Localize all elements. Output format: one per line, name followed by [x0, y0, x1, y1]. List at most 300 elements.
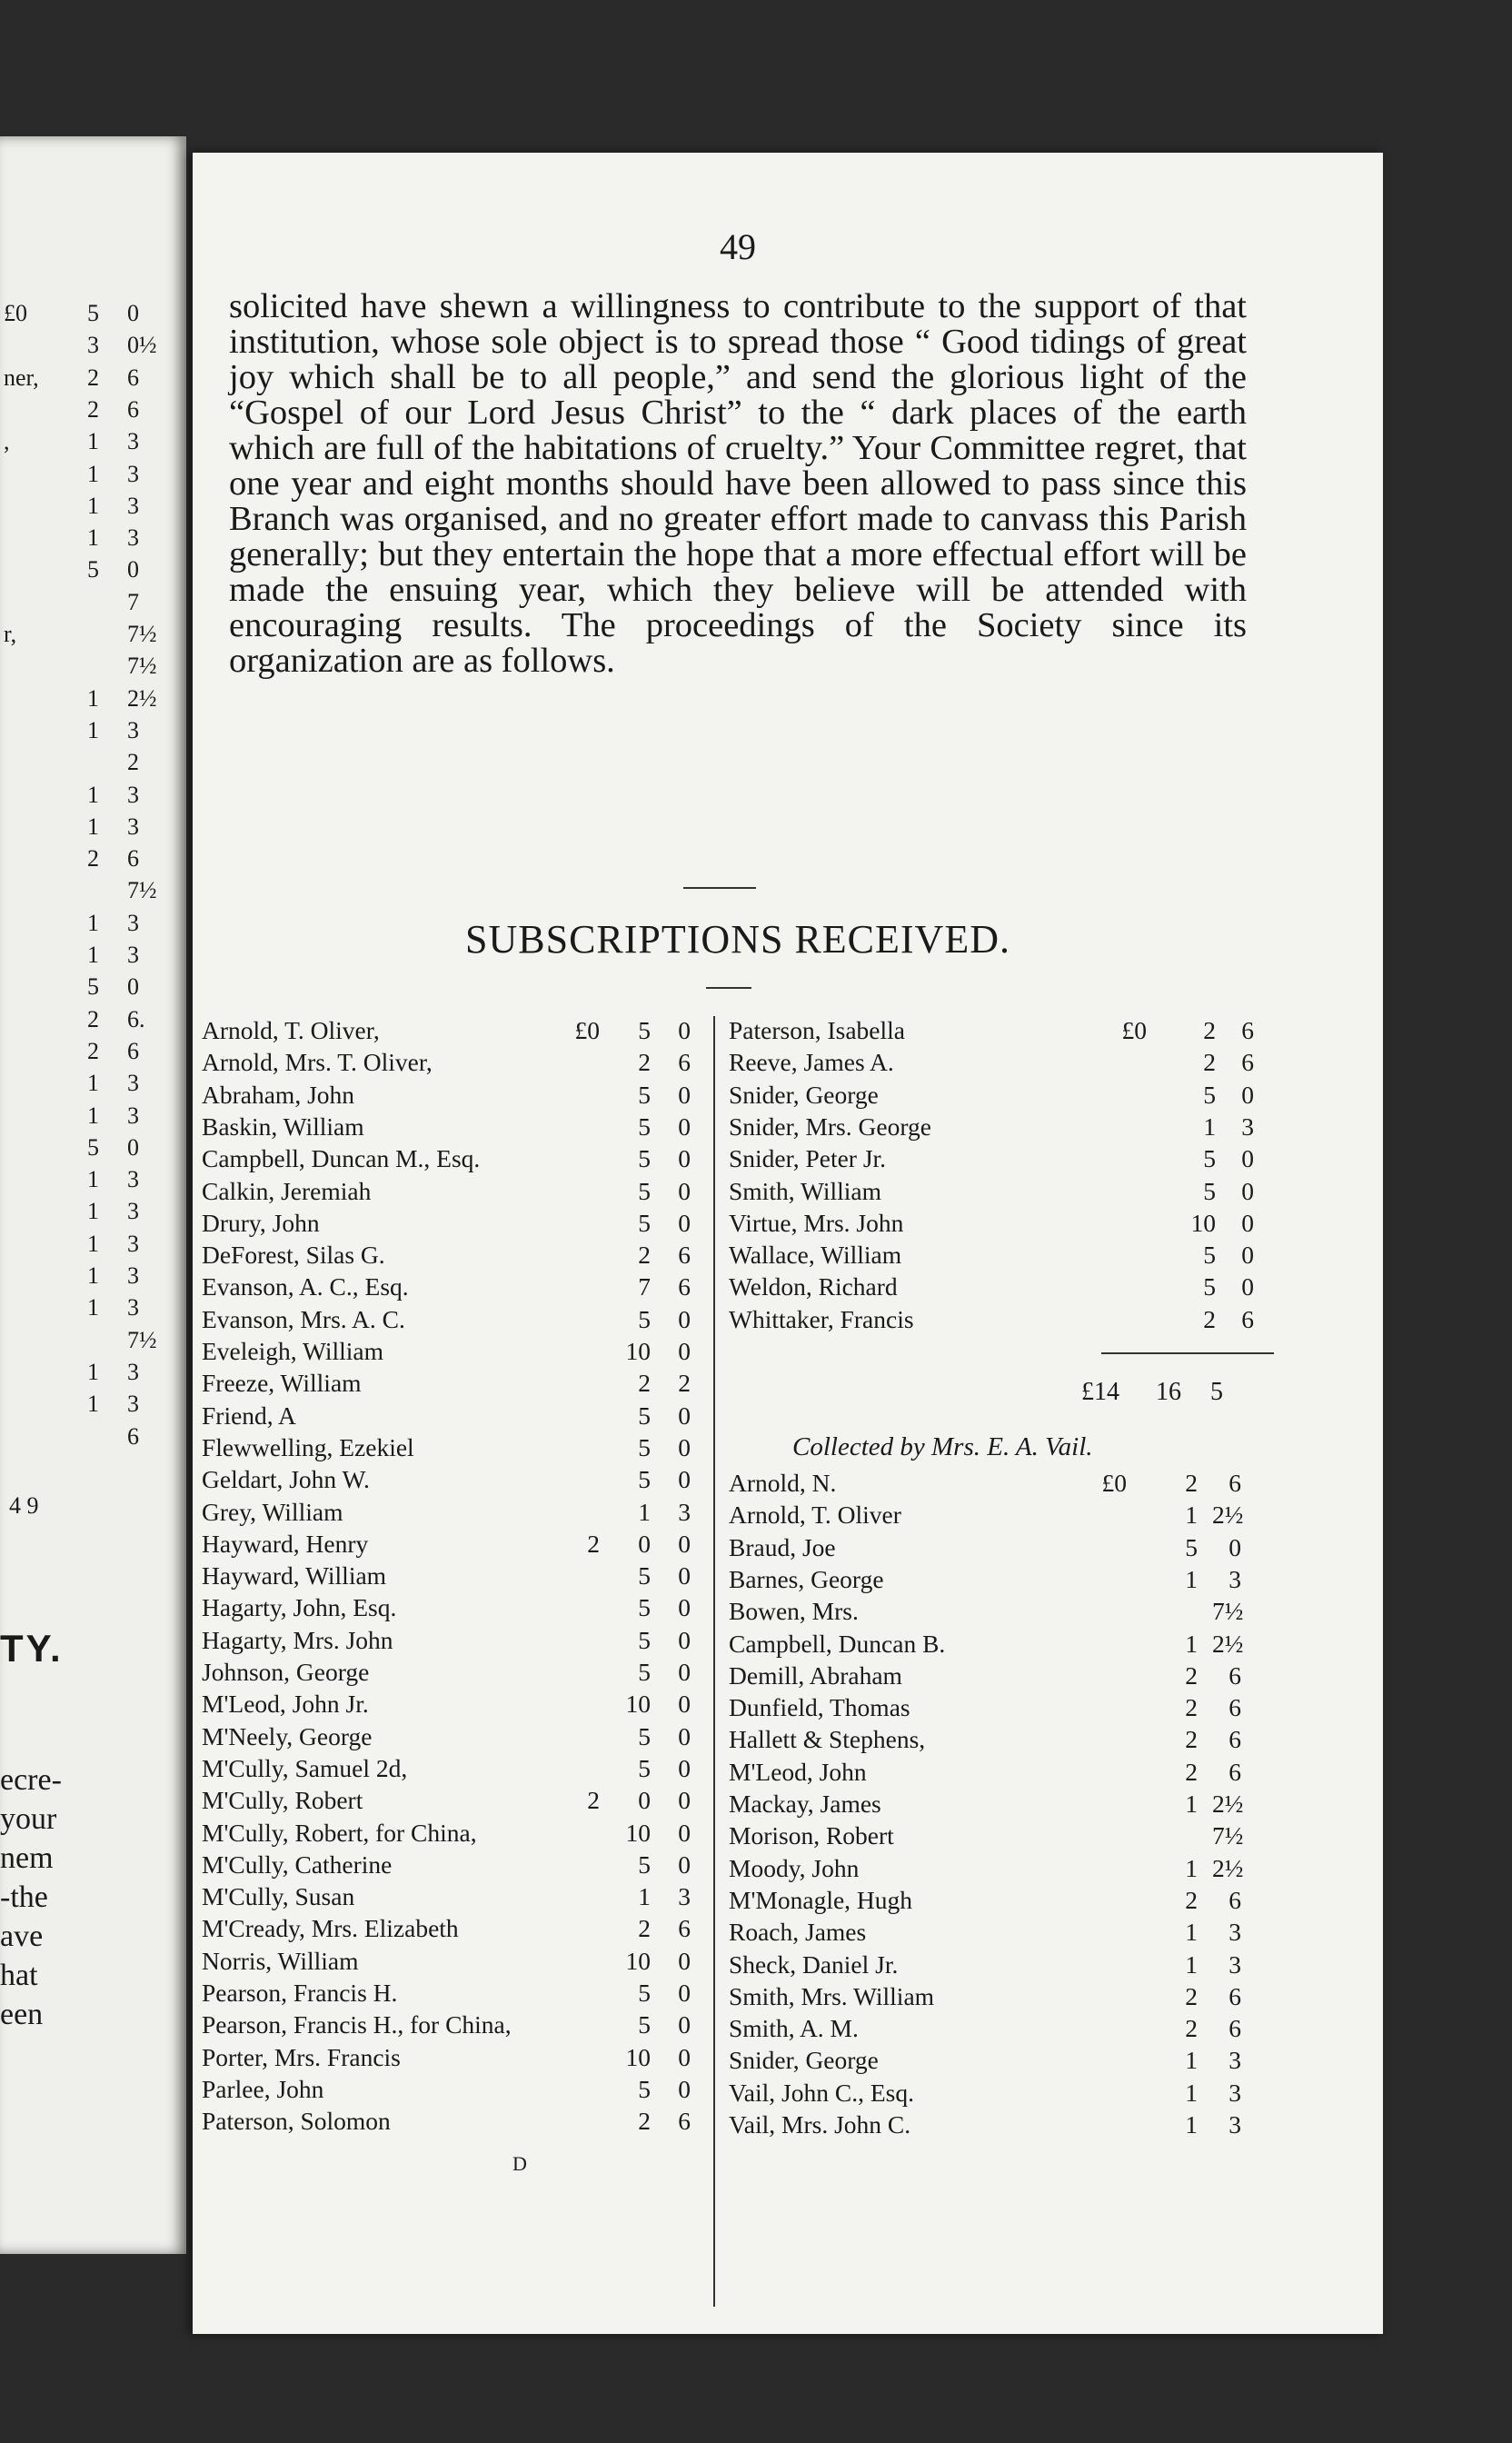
subscriber-name: Campbell, Duncan B. [729, 1629, 946, 1658]
amount-shillings: 7 [638, 1272, 651, 1301]
subscription-entry [729, 1016, 1292, 1048]
amount-pence: 0 [678, 1529, 691, 1558]
left-page-shillings: 1 [87, 813, 99, 840]
amount-pence: 6 [1241, 1016, 1254, 1044]
left-page-shillings: 1 [87, 716, 99, 743]
left-page-row [0, 1198, 186, 1229]
amount-shillings: 1 [638, 1497, 651, 1526]
subscriber-name: Calkin, Jeremiah [202, 1176, 372, 1205]
amount-pence: 3 [1228, 1918, 1241, 1947]
left-page-pence: 0½ [127, 332, 157, 359]
amount-shillings: 5 [638, 1144, 651, 1173]
left-page-row [0, 1166, 186, 1197]
subscriber-name: M'Cully, Susan [202, 1882, 355, 1911]
left-page-pence: 7½ [127, 1326, 157, 1353]
amount-pence: 0 [678, 1818, 691, 1847]
left-page-row [0, 1262, 186, 1293]
amount-shillings: 1 [638, 1882, 651, 1911]
amount-shillings: 10 [625, 1818, 651, 1847]
subscriber-name: Flewwelling, Ezekiel [202, 1432, 414, 1461]
left-page-pence: 0 [127, 300, 139, 326]
amount-shillings: 1 [1185, 2110, 1198, 2139]
amount-pounds: £0 [1121, 1016, 1147, 1044]
subscription-entry [202, 1626, 711, 1658]
subscriber-name: Braud, Joe [729, 1532, 836, 1561]
amount-pence: 0 [678, 2010, 691, 2039]
left-page-pence: 0 [127, 1133, 139, 1161]
subscription-entry [202, 1498, 711, 1530]
left-page-label: , [4, 428, 10, 455]
amount-pence: 0 [678, 1401, 691, 1430]
left-page-row [0, 1006, 186, 1037]
left-page-shillings: 1 [87, 428, 99, 455]
left-page-shillings: 1 [87, 460, 99, 487]
subscriber-name: Grey, William [202, 1497, 343, 1526]
left-page-row [0, 717, 186, 748]
left-page-text-fragment: een [0, 1998, 44, 2031]
subscription-entry [202, 2075, 711, 2107]
subscription-entry [729, 2110, 1292, 2142]
left-page-label: ner, [4, 364, 39, 391]
subscriber-name: Hallett & Stephens, [729, 1725, 926, 1754]
left-page-pence: 3 [127, 942, 139, 968]
amount-shillings: 2 [1203, 1016, 1216, 1044]
amount-shillings: 5 [1203, 1176, 1216, 1205]
subscription-entry [202, 1465, 711, 1497]
amount-pence: 7½ [1212, 1821, 1244, 1850]
amount-pence: 3 [1228, 2046, 1241, 2075]
left-page-shillings: 1 [87, 1358, 99, 1385]
amount-pence: 0 [678, 1337, 691, 1365]
subscription-entry [202, 1241, 711, 1272]
amount-pence: 0 [678, 1208, 691, 1237]
left-page-shillings: 1 [87, 909, 99, 936]
amount-pence: 0 [678, 1850, 691, 1879]
amount-pence: 0 [1241, 1144, 1254, 1173]
subscription-entry [729, 1854, 1292, 1886]
amount-pence: 6 [1228, 1885, 1241, 1914]
amount-shillings: 2 [1185, 1757, 1198, 1786]
subscription-entry [202, 1593, 711, 1625]
amount-pence: 3 [678, 1882, 691, 1911]
subscriber-name: Baskin, William [202, 1112, 364, 1141]
amount-pounds: £0 [1101, 1469, 1127, 1497]
subscription-entry [202, 1177, 711, 1209]
left-page-shillings: 1 [87, 1198, 99, 1225]
total-pence: 5 [1210, 1378, 1223, 1406]
amount-pounds: 2 [587, 1786, 600, 1815]
left-page-shillings: 2 [87, 364, 99, 391]
left-page-row [0, 877, 186, 908]
left-page-text-fragment: hat [0, 1959, 38, 1992]
left-page-shillings: 5 [87, 973, 99, 1001]
subscription-entry [202, 1144, 711, 1176]
amount-shillings: 1 [1203, 1112, 1216, 1141]
amount-shillings: 5 [1203, 1272, 1216, 1301]
subscription-entry [729, 1758, 1292, 1790]
left-page-shillings: 5 [87, 556, 99, 583]
subscriber-name: Campbell, Duncan M., Esq. [202, 1144, 481, 1173]
amount-shillings: 5 [638, 1561, 651, 1590]
paragraph-text: solicited have shewn a willingness to contribute to the support of that institution, whose sole object is to spread those “ Good tidings of great joy which shall be to all people,” and send the glorious light of the “Gospel of our Lord Jesus Christ” to the “ dark places of the earth which are full of the habitations of cruelty.” Your Committee regret, that one year and eight months should have been allowed to pass since this Branch was organised, and no greater effort made to canvass this Parish generally; but they entertain the hope that a more effectual effort will be made the ensuing year, which they believe will be attended with encouraging results. The proceedings of the Society since its organization are as follows. [229, 287, 1247, 680]
amount-pounds: £0 [574, 1016, 600, 1044]
subscriber-name: Demill, Abraham [729, 1660, 902, 1690]
left-page-row [0, 1038, 186, 1069]
amount-shillings: 2 [638, 1914, 651, 1943]
subscriber-name: DeForest, Silas G. [202, 1241, 385, 1270]
amount-shillings: 2 [638, 2107, 651, 2136]
amount-shillings: 2 [1203, 1304, 1216, 1333]
amount-pence: 0 [678, 1176, 691, 1205]
left-page-pence: 0 [127, 556, 139, 583]
subscription-entry [729, 1693, 1292, 1725]
amount-pence: 6 [1241, 1304, 1254, 1333]
left-page-pence: 3 [127, 1102, 139, 1129]
left-page-pence: 3 [127, 781, 139, 808]
left-page-row [0, 589, 186, 620]
left-page-pence: 7½ [127, 621, 157, 647]
amount-shillings: 5 [638, 1432, 651, 1461]
subscriber-name: M'Cully, Robert, for China, [202, 1818, 477, 1847]
subscriber-name: Dunfield, Thomas [729, 1693, 910, 1722]
amount-pence: 0 [678, 1658, 691, 1686]
amount-shillings: 5 [1203, 1241, 1216, 1270]
subscriber-name: Paterson, Solomon [202, 2107, 391, 2136]
left-page-pence: 3 [127, 1391, 139, 1418]
subscriber-name: Vail, Mrs. John C. [729, 2110, 911, 2139]
subscriber-name: Johnson, George [202, 1658, 370, 1686]
left-page-row [0, 1327, 186, 1358]
amount-pence: 0 [678, 1465, 691, 1494]
amount-shillings: 2 [1203, 1048, 1216, 1077]
left-page-row [0, 845, 186, 876]
amount-shillings: 5 [638, 1176, 651, 1205]
left-page-shillings: 3 [87, 332, 99, 359]
amount-shillings: 2 [1185, 1725, 1198, 1754]
amount-shillings: 5 [638, 1304, 651, 1333]
amount-pence: 2½ [1212, 1501, 1244, 1530]
amount-pence: 2½ [1212, 1790, 1244, 1818]
subscriber-name: Smith, A. M. [729, 2014, 859, 2043]
subscriber-name: Sheck, Daniel Jr. [729, 1949, 899, 1979]
left-page-pence: 3 [127, 1166, 139, 1193]
amount-shillings: 5 [638, 1753, 651, 1782]
left-page-row [0, 364, 186, 395]
subscription-entry [202, 1690, 711, 1721]
subscription-entry [729, 1048, 1292, 1080]
left-page-pence: 3 [127, 1358, 139, 1385]
section-rule-top [683, 887, 756, 889]
subscriber-name: Arnold, T. Oliver, [202, 1016, 380, 1044]
amount-pence: 0 [678, 2042, 691, 2071]
subscription-entry [729, 1501, 1292, 1532]
amount-pence: 0 [678, 2074, 691, 2103]
subscriber-name: Arnold, T. Oliver [729, 1501, 901, 1530]
total-rule [1101, 1352, 1274, 1354]
subscriber-name: Smith, William [729, 1176, 881, 1205]
subscription-entry [729, 1918, 1292, 1949]
amount-shillings: 2 [1185, 1981, 1198, 2010]
subscriber-name: Moody, John [729, 1853, 860, 1882]
amount-shillings: 1 [1185, 2078, 1198, 2107]
left-page-pence: 3 [127, 524, 139, 552]
amount-shillings: 1 [1185, 2046, 1198, 2075]
amount-shillings: 5 [638, 1465, 651, 1494]
left-page-pence: 6 [127, 845, 139, 872]
subscription-entry [729, 1081, 1292, 1112]
amount-pence: 0 [1241, 1176, 1254, 1205]
amount-shillings: 2 [638, 1369, 651, 1398]
amount-shillings: 0 [638, 1529, 651, 1558]
left-page-pence: 3 [127, 492, 139, 519]
subscriber-name: M'Leod, John Jr. [202, 1690, 369, 1719]
amount-shillings: 5 [638, 1850, 651, 1879]
subscription-entry [729, 1272, 1292, 1304]
amount-shillings: 5 [638, 2010, 651, 2039]
subscription-entry [202, 1658, 711, 1690]
left-page-shillings: 1 [87, 524, 99, 552]
amount-shillings: 1 [1185, 1629, 1198, 1658]
subscriber-name: Snider, Peter Jr. [729, 1144, 887, 1173]
total-shillings: 16 [1156, 1378, 1181, 1406]
amount-shillings: 5 [638, 1401, 651, 1430]
left-page-label: £0 [4, 300, 27, 326]
left-page-heading-fragment: TY. [0, 1627, 64, 1670]
amount-pence: 0 [678, 1946, 691, 1975]
left-page-pence: 6 [127, 364, 139, 391]
subscription-entry [202, 1561, 711, 1593]
left-page-pence: 3 [127, 428, 139, 455]
left-page-row [0, 428, 186, 459]
left-page-row [0, 556, 186, 587]
subscriber-name: M'Neely, George [202, 1721, 373, 1750]
subscriber-name: Norris, William [202, 1946, 359, 1975]
amount-pence: 0 [678, 1786, 691, 1815]
left-page-shillings: 1 [87, 1262, 99, 1289]
subscriber-name: M'Cready, Mrs. Elizabeth [202, 1914, 459, 1943]
left-page-text-fragment: your [0, 1802, 57, 1836]
left-page-text-fragment: ave [0, 1920, 44, 1953]
subscription-entry [729, 1144, 1292, 1176]
subscriber-name: Freeze, William [202, 1369, 362, 1398]
left-page-row [0, 1391, 186, 1421]
left-page-row [0, 1294, 186, 1325]
subscription-entry [202, 1048, 711, 1080]
left-page-shillings: 1 [87, 492, 99, 519]
amount-shillings: 1 [1185, 1918, 1198, 1947]
amount-pence: 6 [1228, 1693, 1241, 1722]
left-page-shillings: 5 [87, 1133, 99, 1161]
subscriber-name: Friend, A [202, 1401, 296, 1430]
subscriber-name: Evanson, A. C., Esq. [202, 1272, 409, 1301]
left-page-shillings: 1 [87, 1391, 99, 1418]
subscriber-name: Evanson, Mrs. A. C. [202, 1304, 405, 1333]
left-page-row [0, 461, 186, 492]
subscription-entry [202, 1081, 711, 1112]
amount-pence: 0 [678, 1593, 691, 1622]
subscriber-name: Wallace, William [729, 1241, 902, 1270]
subscriber-name: Vail, John C., Esq. [729, 2078, 914, 2107]
left-page-shillings: 1 [87, 1166, 99, 1193]
subscription-entry [202, 1754, 711, 1786]
amount-shillings: 2 [638, 1241, 651, 1270]
left-page-row [0, 1134, 186, 1165]
amount-pence: 0 [678, 1721, 691, 1750]
subscriber-name: Drury, John [202, 1208, 320, 1237]
left-page-shillings: 2 [87, 1037, 99, 1064]
amount-shillings: 5 [638, 1979, 651, 2007]
body-paragraph [229, 289, 1247, 679]
left-page-shillings: 5 [87, 300, 99, 326]
subscriber-name: Reeve, James A. [729, 1048, 894, 1077]
subscription-entry [729, 1790, 1292, 1821]
amount-pence: 6 [678, 1914, 691, 1943]
subscription-entry [729, 1886, 1292, 1918]
amount-pence: 6 [1228, 2014, 1241, 2043]
amount-shillings: 0 [638, 1786, 651, 1815]
left-page-pence: 3 [127, 909, 139, 936]
subscription-entry [729, 1305, 1292, 1337]
amount-shillings: 10 [1190, 1208, 1216, 1237]
left-page-row [0, 653, 186, 683]
subscription-entry [729, 2079, 1292, 2110]
amount-pence: 6 [1228, 1469, 1241, 1497]
amount-pence: 0 [678, 1432, 691, 1461]
subscription-entry [729, 2014, 1292, 2046]
amount-shillings: 5 [1185, 1532, 1198, 1561]
left-page-row [0, 1231, 186, 1261]
subscription-entry [729, 1597, 1292, 1629]
subscription-entry [202, 2010, 711, 2042]
left-page-pence: 3 [127, 813, 139, 840]
amount-pence: 0 [678, 1304, 691, 1333]
amount-pence: 0 [678, 1690, 691, 1719]
left-page-pence: 2 [127, 749, 139, 776]
subscription-entry [729, 1565, 1292, 1597]
left-page-row [0, 300, 186, 331]
left-page-shillings: 1 [87, 1230, 99, 1257]
left-facing-page [0, 136, 186, 2254]
amount-pence: 0 [678, 1080, 691, 1109]
amount-pence: 6 [1228, 1757, 1241, 1786]
subscription-entry [729, 1112, 1292, 1144]
left-page-text-fragment: nem [0, 1841, 54, 1875]
subscription-entry [729, 2046, 1292, 2078]
subscription-entry [202, 1209, 711, 1241]
subscriber-name: Parlee, John [202, 2074, 324, 2103]
left-page-shillings: 1 [87, 1102, 99, 1129]
subscription-entry [202, 1016, 711, 1048]
subscriber-name: Hayward, William [202, 1561, 387, 1590]
amount-shillings: 10 [625, 1690, 651, 1719]
left-page-pence: 7½ [127, 653, 157, 680]
left-page-row [0, 1359, 186, 1390]
amount-pence: 0 [678, 1753, 691, 1782]
subscription-entry [729, 1661, 1292, 1693]
left-page-pence: 6 [127, 1037, 139, 1064]
collected-by-heading: Collected by Mrs. E. A. Vail. [792, 1432, 1093, 1461]
left-page-pence: 0 [127, 973, 139, 1001]
subscription-entry [202, 1786, 711, 1818]
amount-shillings: 5 [638, 1208, 651, 1237]
subscriber-name: Snider, Mrs. George [729, 1112, 931, 1141]
subscription-entry [729, 1630, 1292, 1661]
left-page-row [0, 1423, 186, 1454]
subscription-entry [202, 1401, 711, 1433]
subscription-entry [202, 1819, 711, 1850]
left-page-shillings: 1 [87, 684, 99, 712]
subscription-entry [202, 1979, 711, 2010]
amount-pence: 7½ [1212, 1597, 1244, 1626]
subscriber-name: Paterson, Isabella [729, 1016, 905, 1044]
subscriber-name: Hayward, Henry [202, 1529, 369, 1558]
left-page-shillings: 2 [87, 845, 99, 872]
subscription-entry [729, 1725, 1292, 1757]
left-page-row [0, 782, 186, 813]
subscription-entry [202, 1305, 711, 1337]
subscription-entry [202, 2043, 711, 2075]
subscriber-name: Bowen, Mrs. [729, 1597, 859, 1626]
subscriber-name: Mackay, James [729, 1790, 881, 1818]
left-page-pence: 7 [127, 588, 139, 615]
amount-pence: 6 [1228, 1981, 1241, 2010]
amount-shillings: 2 [1185, 1660, 1198, 1690]
subscription-entry [202, 1112, 711, 1144]
amount-shillings: 5 [1203, 1080, 1216, 1109]
subscription-entry [202, 1882, 711, 1914]
left-page-pence: 3 [127, 1230, 139, 1257]
subscription-entry [729, 1982, 1292, 2014]
subscriber-name: M'Cully, Robert [202, 1786, 363, 1815]
amount-shillings: 5 [638, 1112, 651, 1141]
left-page-row [0, 524, 186, 555]
subscriber-name: Geldart, John W. [202, 1465, 370, 1494]
amount-shillings: 2 [1185, 1885, 1198, 1914]
amount-pence: 0 [1241, 1208, 1254, 1237]
subscription-entry [729, 1209, 1292, 1241]
left-page-pence: 3 [127, 1198, 139, 1225]
left-page-pence: 3 [127, 460, 139, 487]
amount-shillings: 5 [638, 1721, 651, 1750]
page-number: 49 [720, 226, 756, 267]
subscription-entry [729, 1241, 1292, 1272]
subscriber-name: M'Leod, John [729, 1757, 867, 1786]
amount-pence: 2½ [1212, 1853, 1244, 1882]
amount-pence: 0 [678, 1112, 691, 1141]
amount-pounds: 2 [587, 1529, 600, 1558]
amount-pence: 6 [1241, 1048, 1254, 1077]
left-page-pence: 2½ [127, 684, 157, 712]
subscriber-name: Pearson, Francis H. [202, 1979, 398, 2007]
subscriber-name: M'Cully, Catherine [202, 1850, 393, 1879]
left-page-pence: 3 [127, 1070, 139, 1097]
left-page-pence: 6 [127, 1422, 139, 1450]
subscriber-name: Abraham, John [202, 1080, 355, 1109]
left-page-shillings: 1 [87, 1294, 99, 1321]
amount-shillings: 1 [1185, 1564, 1198, 1593]
main-page [193, 153, 1383, 2334]
amount-shillings: 5 [638, 2074, 651, 2103]
subscription-entry [729, 1533, 1292, 1565]
amount-pence: 0 [678, 1144, 691, 1173]
subscription-entry [202, 1722, 711, 1754]
subscriber-name: Hagarty, Mrs. John [202, 1625, 393, 1654]
left-page-shillings: 1 [87, 781, 99, 808]
amount-pence: 0 [678, 1979, 691, 2007]
subscription-entry [202, 1337, 711, 1369]
left-page-row [0, 332, 186, 363]
section-rule-bottom [706, 987, 751, 989]
